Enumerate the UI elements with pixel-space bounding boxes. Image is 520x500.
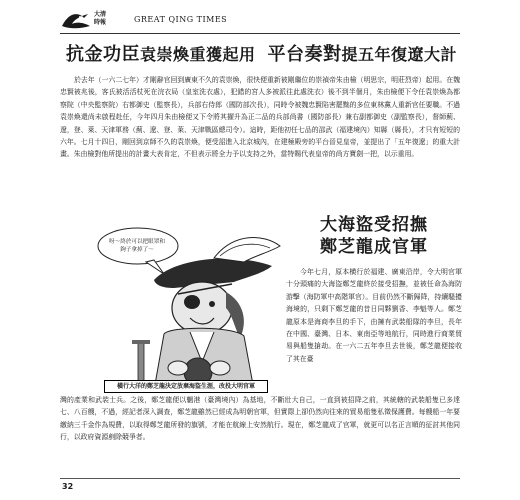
sidebar-title xyxy=(286,214,462,258)
page-number: 32 xyxy=(62,482,74,491)
header-rule xyxy=(60,33,460,34)
headline-b1: 平台奏對 xyxy=(267,44,342,65)
page-header xyxy=(60,8,480,34)
headline-b2: 提五年復遼大計 xyxy=(341,45,458,64)
footer-rule xyxy=(60,478,460,479)
main-headline xyxy=(66,40,466,66)
sidebar-bottom-text: 灣的產業和武裝士兵。之後，鄭芝龍便以魍港（臺灣境內）為基地，不斷壯大自己，一直到被招降之前，其統轄的武裝船隻已多達七、八百艘，不過，經記者深入調查，鄭芝龍雖然已經成為明朝官軍，但實際上卻仍然向往來的貿易船隻私徵保護費。每艘船一年要繳納三千金作為規費，以取得鄭芝龍所發的旗號，才能在航線上安然航行。現在，鄭芝龍成了官軍，就更可以名正言順的征討其他同行，以政府資源剷除競爭者。 xyxy=(60,396,460,442)
illustration-caption: 橫行大洋的鄭芝龍決定放棄海盜生涯，改投大明官軍 xyxy=(104,380,268,393)
article-paragraph: 於去年（一六二七年）才剛辭官回到廣東不久的袁崇煥，很快便重新被剛繼位的崇禎帝朱由檢（明思宗，明莊烈帝）起用。在魏忠賢被兆後，客氏被活活杖死在浣衣局（皇室洗衣處），犯錯的宮人多被派往此處洗衣）後不到半個月，朱由檢便下令任袁崇煥為都察院（中央監察院）右都御史（監察長），兵部右侍郎（國防部次長），同時令被魏忠賢陷害罷黜的多位東林黨人重新官任要職。不過袁崇煥還尚未啟程赴任，今年四月朱由檢便又下令將其擢升為正二品的兵部尚書（國防部長）兼右副都御史（副監察長），督師薊、遼，登、萊、天津軍務（薊、遼、登、萊、天津戰區總司令）。這時，距他初任七品的邵武（福建境內）知縣（縣長），才只有短短的六年。七月十四日，剛回到京師不久的袁崇煥，便受詔進入北京城內，在建極殿旁的平台晉見皇帝，並提出了「五年復遼」的重大計畫。朱由檢對他所提出的計畫大表肯定，不但表示將全力予以支持之外，當特賜代表皇帝的尚方寶劍一把，以示重用。 xyxy=(60,76,460,159)
header-title: GREAT QING TIMES xyxy=(134,15,228,24)
header-mark: 大清 時報 xyxy=(94,11,107,26)
headline-a1: 抗金功臣 xyxy=(66,44,140,65)
sidebar-title-line2: 鄭芝龍成官軍 xyxy=(320,237,428,257)
sidebar-column-text: 今年七月，原本横行於福建、廣東沿岸，令大明官軍十分頭痛的大海盜鄭芝龍終於接受招撫，並被任命為海防游擊（海防軍中高階軍官）。目前仍然不斷歸降，持續騷擾海境的，只剩下鄭芝龍的昔日同夥劉香、李魁等人。鄭芝龍原本是海商李旦的手下，由擁有武裝船隊的李旦，長年在中國、臺灣、日本、東南亞等地航行，同時進行商業貿易與船隻搶劫。在一六二五年李旦去世後，鄭芝龍便接收了其在臺 xyxy=(286,268,462,363)
bird-logo-icon xyxy=(60,8,94,32)
headline-a2: 袁崇煥重獲起用 xyxy=(140,45,256,64)
speech-bubble-text: 呀～終於可以把眼罩和鉤子拿掉了～ xyxy=(109,239,165,253)
sidebar-title-line1: 大海盜受招撫 xyxy=(320,215,428,235)
